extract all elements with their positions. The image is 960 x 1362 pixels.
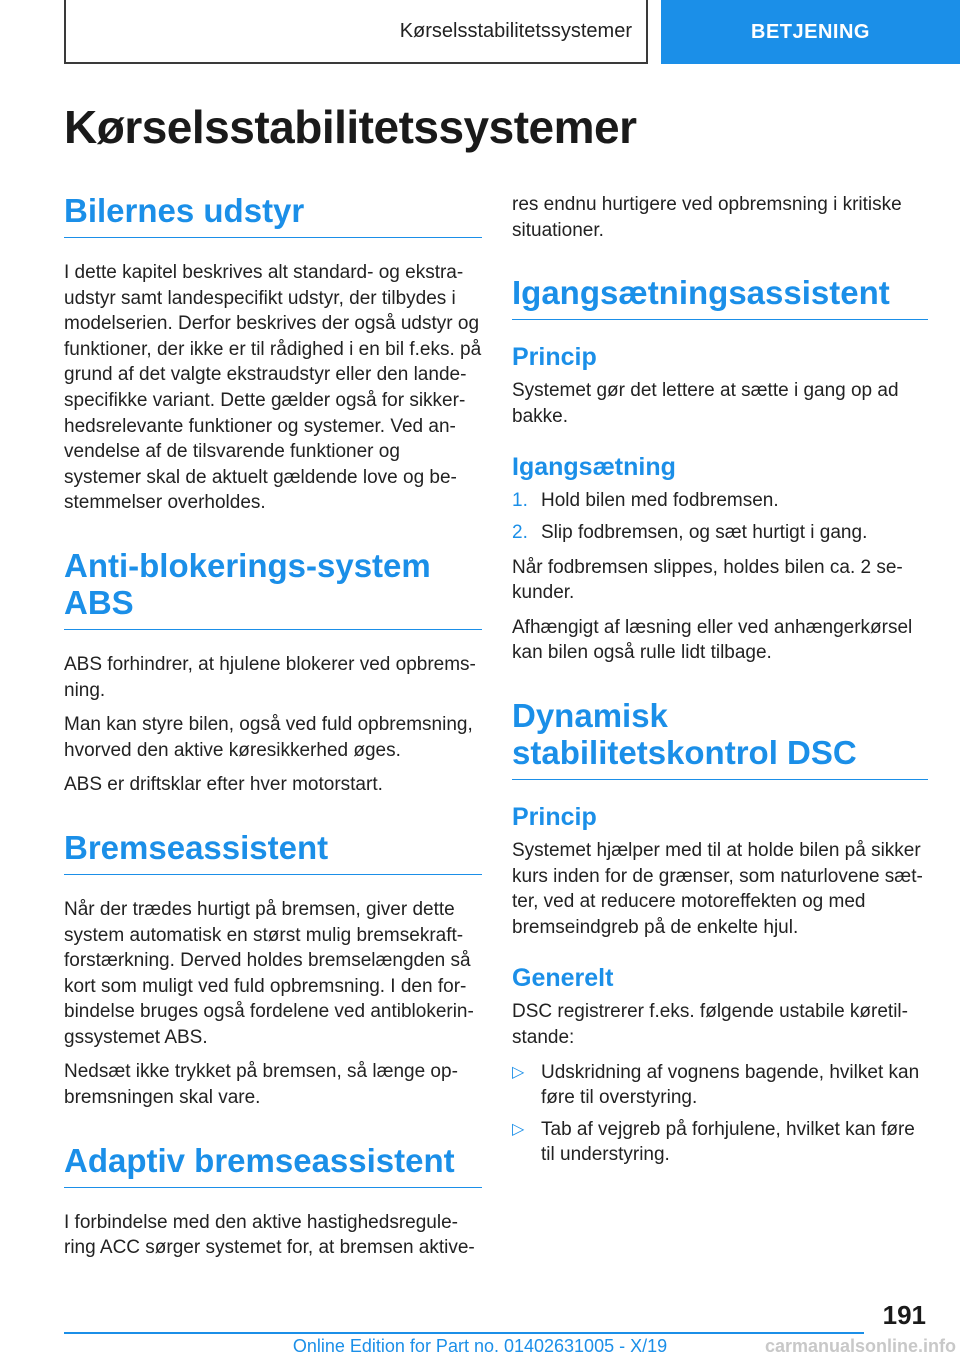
chapter-label: Kørselsstabilitetssystemer <box>399 19 632 42</box>
step-number: 1. <box>512 490 528 512</box>
heading-dsc: Dynamisk stabilitetskontrol DSC <box>512 697 928 780</box>
step-number: 2. <box>512 521 528 543</box>
text-igangsaetning-2: Afhængigt af læsning eller ved anhængerkørsel kan bilen også rulle lidt tilbage. <box>512 616 913 664</box>
section-header-tab <box>661 0 960 64</box>
text-continuation: res endnu hurtigere ved opbremsning i kritiske situationer. <box>512 194 902 241</box>
left-column <box>64 192 482 1270</box>
subheading-princip-2: Princip <box>512 802 597 831</box>
text-bremseassistent-1: Når der trædes hurtigt på bremsen, giver dette system automatisk en størst mulig bremsekraft-forstærkning. Derved holdes bremselængden så kort som muligt ved fuld opbremsning. I den for-bindelse bruges også fordelene ved antiblokerin-gssystemet ABS. <box>64 898 474 1048</box>
list-item <box>512 1117 928 1168</box>
text-princip-1: Systemet gør det lettere at sætte i gang op ad bakke. <box>512 380 899 427</box>
subheading-princip-1: Princip <box>512 343 597 372</box>
triangle-bullet-icon: ▷ <box>512 1063 525 1081</box>
bullet-text: Udskridning af vognens bagende, hvilket kan føre til overstyring. <box>541 1061 920 1109</box>
heading-abs: Anti-blokerings-system ABS <box>64 547 482 630</box>
text-princip-2: Systemet hjælper med til at holde bilen på sikker kurs inden for de grænser, som naturlovene sæt-ter, ved at reducere motoreffekten og med bremseindgreb på de enkelte hjul. <box>512 839 923 938</box>
text-adaptiv-bremseassistent: I forbindelse med den aktive hastighedsregule-ring ACC sørger systemet for, at bremsen aktive- <box>64 1211 475 1259</box>
heading-igangsaetningsassistent: Igangsætningsassistent <box>512 274 928 320</box>
text-igangsaetning-1: Når fodbremsen slippes, holdes bilen ca. 2 se-kunder. <box>512 556 903 604</box>
subheading-igangsaetning: Igangsætning <box>512 453 676 482</box>
footer-edition: Online Edition for Part no. 01402631005 - X/19 <box>292 1336 668 1356</box>
text-bilernes-udstyr: I dette kapitel beskrives alt standard- og ekstra-udstyr samt landespecifikt udstyr, der tilbydes i modelserien. Derfor beskrives der også udstyr og funktioner, der ikke er til rådighed i en bil f.eks. på grund af det valgte ekstraudstyr eller den lande-specifikke variant. Dette gælder også for sikker-hedsrelevante funktioner og systemer. Ved an-vendelse af de tilsvarende funktioner og systemer skal de aktuelt gældende love og be-stemmelser overholdes. <box>64 262 482 514</box>
steps-list <box>512 488 928 545</box>
footer-divider <box>64 1332 864 1334</box>
step-text: Slip fodbremsen, og sæt hurtigt i gang. <box>541 521 868 543</box>
right-column <box>512 192 928 1177</box>
list-item <box>512 520 928 546</box>
heading-bilernes-udstyr: Bilernes udstyr <box>64 192 482 238</box>
step-text: Hold bilen med fodbremsen. <box>541 490 779 512</box>
list-item <box>512 488 928 514</box>
page-title: Kørselsstabilitetssystemer <box>64 101 637 153</box>
heading-bremseassistent: Bremseassistent <box>64 829 482 875</box>
heading-adaptiv-bremseassistent: Adaptiv bremseassistent <box>64 1142 482 1188</box>
text-generelt: DSC registrerer f.eks. følgende ustabile køretil-stande: <box>512 1001 908 1048</box>
text-abs-1: ABS forhindrer, at hjulene blokerer ved opbrems-ning. <box>64 653 476 701</box>
list-item <box>512 1060 928 1111</box>
text-abs-2: Man kan styre bilen, også ved fuld opbremsning, hvorved den aktive køresikkerhed øges. <box>64 714 473 761</box>
subheading-generelt: Generelt <box>512 964 614 993</box>
bullet-text: Tab af vejgreb på forhjulene, hvilket kan føre til understyring. <box>541 1118 915 1166</box>
page-number: 191 <box>882 1300 926 1330</box>
triangle-bullet-icon: ▷ <box>512 1120 525 1138</box>
text-abs-3: ABS er driftsklar efter hver motorstart. <box>64 774 383 796</box>
bullet-list <box>512 1060 928 1168</box>
section-label: BETJENING <box>751 20 870 43</box>
text-bremseassistent-2: Nedsæt ikke trykket på bremsen, så længe op-bremsningen skal vare. <box>64 1061 458 1109</box>
chapter-header-tab <box>64 0 648 64</box>
watermark: carmanualsonline.info <box>764 1336 956 1356</box>
